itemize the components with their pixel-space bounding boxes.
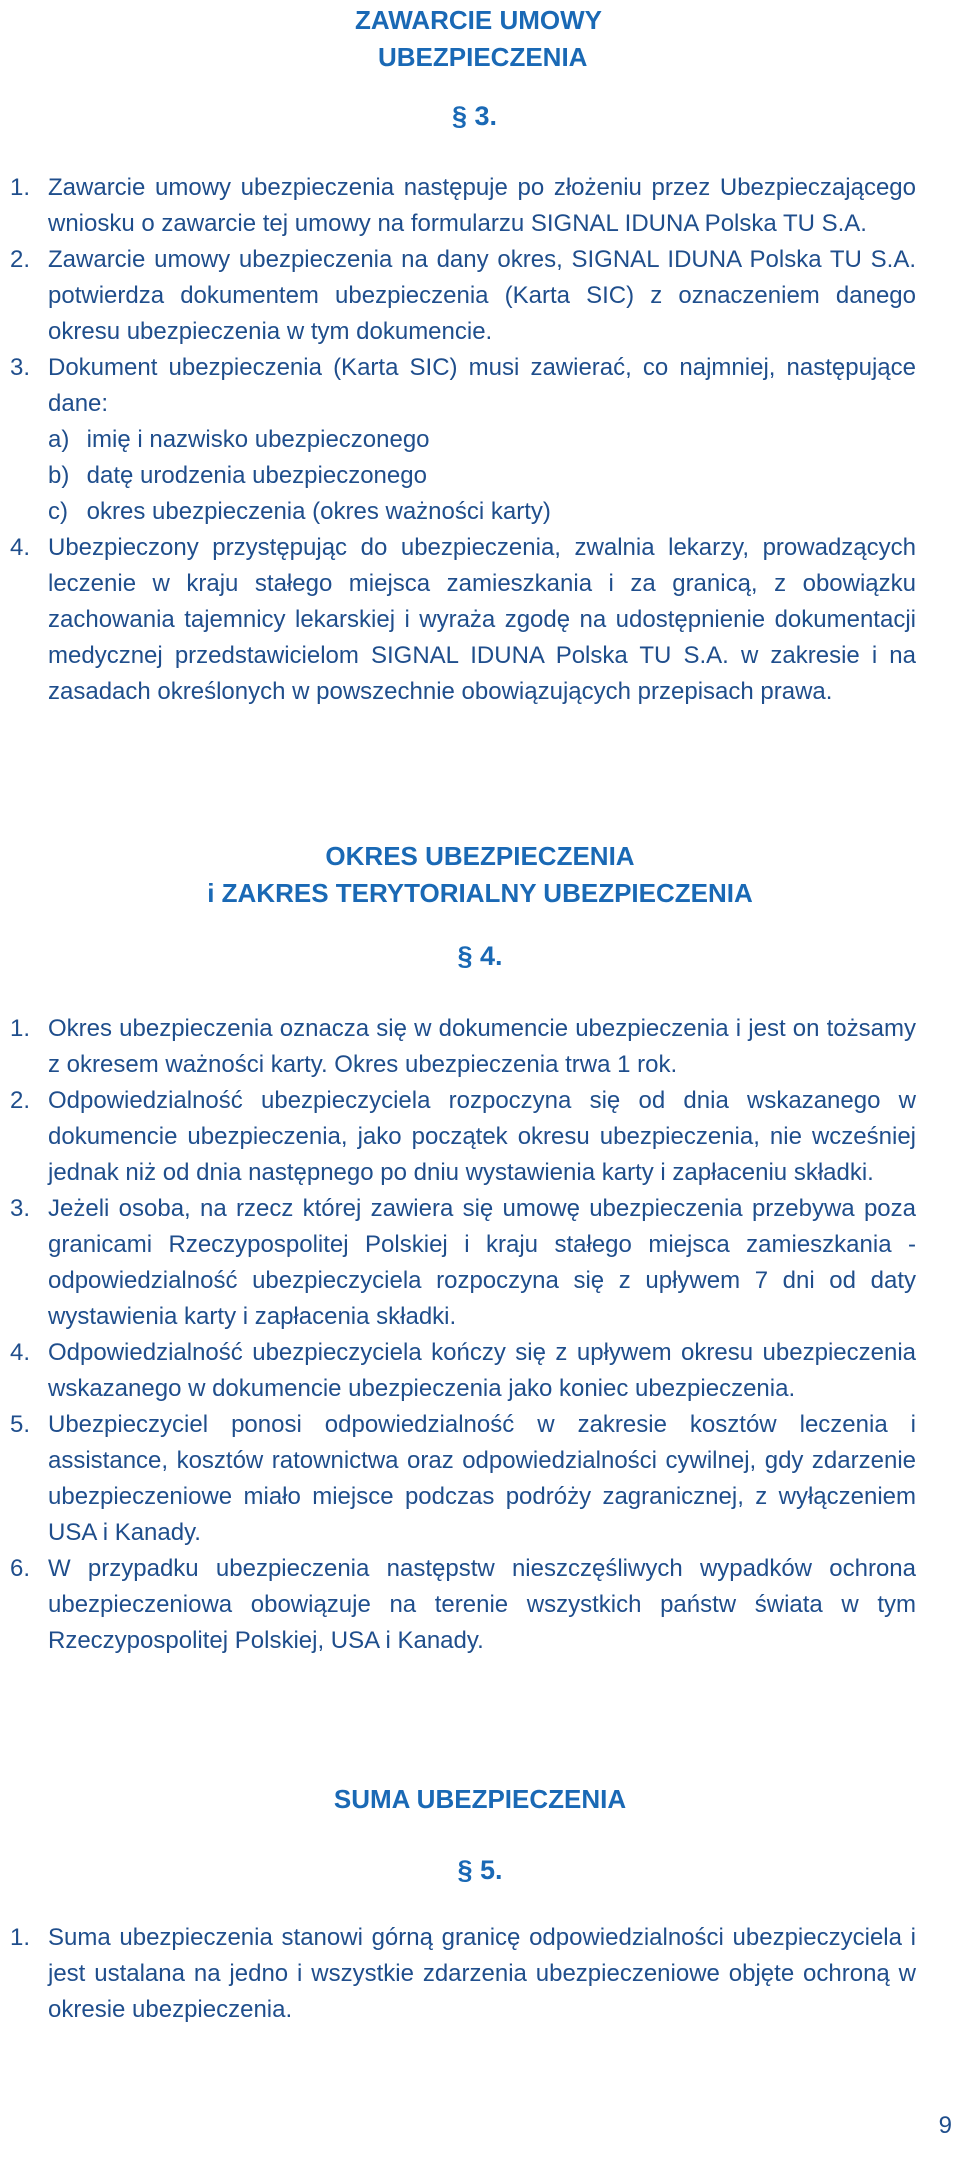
sub-item [48, 458, 916, 494]
item-text: Zawarcie umowy ubezpieczenia na dany okres, SIGNAL IDUNA Polska TU S.A. potwierdza dokumentem ubezpieczenia (Karta SIC) z oznaczeniem danego okresu ubezpieczenia w tym dokumencie. [48, 246, 916, 345]
section4-heading-block [0, 838, 960, 912]
item-number: 3. [10, 1195, 31, 1222]
item-text: W przypadku ubezpieczenia następstw nieszczęśliwych wypadków ochrona ubezpieczeniowa obowiązuje na terenie wszystkich państw świata w tym Rzeczypospolitej Polskiej, USA i Kanady. [48, 1555, 916, 1654]
section3-heading-block [0, 2, 960, 76]
item-text: Suma ubezpieczenia stanowi górną granicę odpowiedzialności ubezpieczyciela i jest ustalana na jedno i wszystkie zdarzenia ubezpieczeniowe objęte ochroną w okresie ubezpieczenia. [48, 1924, 916, 2023]
sub-item-text: imię i nazwisko ubezpieczonego [86, 426, 430, 453]
sub-item-text: okres ubezpieczenia (okres ważności karty) [86, 498, 551, 525]
section4-heading-line2: i ZAKRES TERYTORIALNY UBEZPIECZENIA [207, 878, 753, 908]
item-number: 3. [10, 354, 31, 381]
list-item [10, 350, 916, 530]
page-number: 9 [938, 2112, 952, 2139]
item-text: Ubezpieczyciel ponosi odpowiedzialność w zakresie kosztów leczenia i assistance, kosztów ratownictwa oraz odpowiedzialności cywilnej, gdy zdarzenie ubezpieczeniowe miało miejsce podczas podróży zagranicznej, z wyłączeniem USA i Kanady. [48, 1411, 916, 1546]
list-item [10, 1011, 916, 1083]
item-number: 1. [10, 1924, 31, 1951]
section3-heading-line2: UBEZPIECZENIA [378, 42, 588, 72]
item-number: 1. [10, 174, 31, 201]
section3-heading-line1: ZAWARCIE UMOWY [355, 5, 602, 35]
list-item [10, 170, 916, 242]
list-item [10, 530, 916, 710]
item-text: Jeżeli osoba, na rzecz której zawiera się umowę ubezpieczenia przebywa poza granicami Rzeczypospolitej Polskiej i kraju stałego miejsca zamieszkania - odpowiedzialność ubezpieczyciela rozpoczyna się z upływem 7 dni od daty wystawienia karty i zapłacenia składki. [48, 1195, 916, 1330]
item-text: Dokument ubezpieczenia (Karta SIC) musi zawierać, co najmniej, następujące dane: [48, 354, 916, 417]
item-text: Okres ubezpieczenia oznacza się w dokumencie ubezpieczenia i jest on tożsamy z okresem ważności karty. Okres ubezpieczenia trwa 1 rok. [48, 1015, 916, 1078]
section4-list [10, 1011, 916, 1659]
list-item [10, 1551, 916, 1659]
section5-paragraph-sign: § 5. [457, 1855, 503, 1885]
item-number: 2. [10, 1087, 31, 1114]
item-number: 1. [10, 1015, 31, 1042]
item-text: Odpowiedzialność ubezpieczyciela rozpoczyna się od dnia wskazanego w dokumencie ubezpieczenia, jako początek okresu ubezpieczenia, nie wcześniej jednak niż od dnia następnego po dniu wystawienia karty i zapłaceniu składki. [48, 1087, 916, 1186]
section4-heading-line1: OKRES UBEZPIECZENIA [325, 841, 635, 871]
sub-item-text: datę urodzenia ubezpieczonego [86, 462, 427, 489]
list-item [10, 1920, 916, 2028]
item-number: 5. [10, 1411, 31, 1438]
item-text: Zawarcie umowy ubezpieczenia następuje po złożeniu przez Ubezpieczającego wniosku o zawarcie tej umowy na formularzu SIGNAL IDUNA Polska TU S.A. [48, 174, 916, 237]
section3-paragraph-sign: § 3. [452, 101, 498, 131]
item-number: 4. [10, 1339, 31, 1366]
item-number: 4. [10, 534, 31, 561]
item-number: 6. [10, 1555, 31, 1582]
sub-item-label: c) [48, 498, 68, 525]
sub-item [48, 422, 916, 458]
sub-item [48, 494, 916, 530]
section5-list [10, 1920, 916, 2028]
sub-item-label: a) [48, 426, 70, 453]
list-item [10, 1083, 916, 1191]
item-number: 2. [10, 246, 31, 273]
section4-paragraph-sign: § 4. [457, 941, 503, 971]
list-item [10, 1335, 916, 1407]
sub-item-label: b) [48, 462, 70, 489]
item-text: Odpowiedzialność ubezpieczyciela kończy się z upływem okresu ubezpieczenia wskazanego w dokumencie ubezpieczenia jako koniec ubezpieczenia. [48, 1339, 916, 1402]
section3-list [10, 170, 916, 710]
list-item [10, 1191, 916, 1335]
item-text: Ubezpieczony przystępując do ubezpieczenia, zwalnia lekarzy, prowadzących leczenie w kraju stałego miejsca zamieszkania i za granicą, z obowiązku zachowania tajemnicy lekarskiej i wyraża zgodę na udostępnienie dokumentacji medycznej przedstawicielom SIGNAL IDUNA Polska TU S.A. w zakresie i na zasadach określonych w powszechnie obowiązujących przepisach prawa. [48, 534, 916, 705]
list-item [10, 242, 916, 350]
list-item [10, 1407, 916, 1551]
section5-heading: SUMA UBEZPIECZENIA [333, 1784, 627, 1814]
